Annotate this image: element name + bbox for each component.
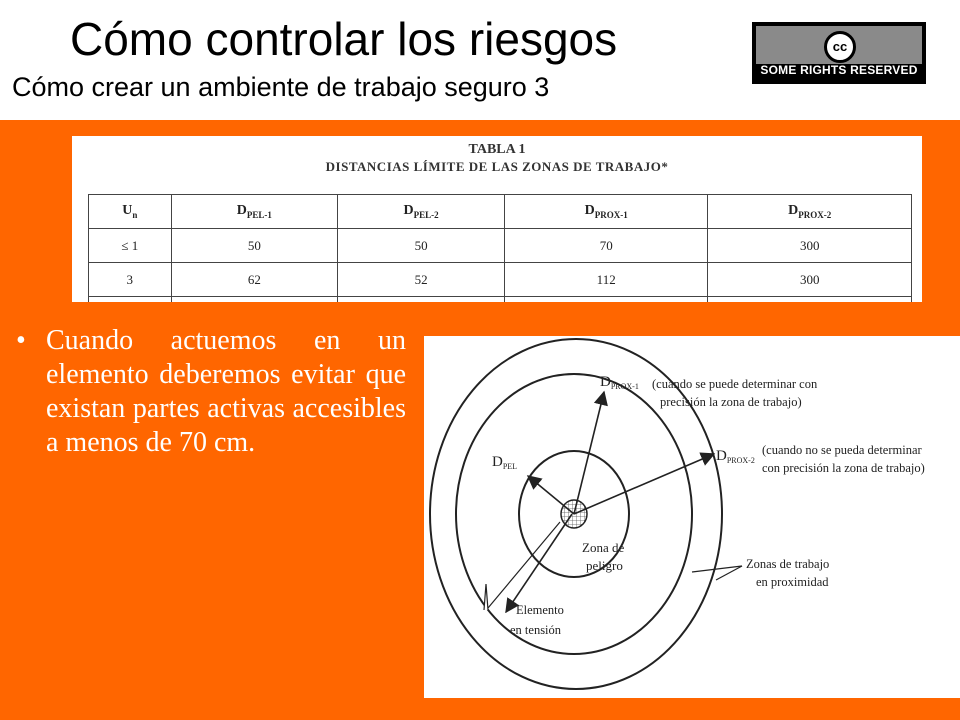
table-caption-title: DISTANCIAS LÍMITE DE LAS ZONAS DE TRABAJO*: [325, 159, 669, 174]
zona-peligro-label: Zona de: [582, 540, 625, 555]
dprox1-note-line2: precisión la zona de trabajo): [660, 395, 802, 409]
table-cell: 50: [171, 229, 338, 263]
header-un: $U_n$: [89, 195, 172, 229]
table-cell: 3: [89, 263, 172, 297]
table-cell: 50: [338, 229, 505, 263]
slide-title: Cómo controlar los riesgos: [70, 13, 618, 65]
bullet-text: Cuando actuemos en un elemento deberemos evitar que existan partes activas accesibles a menos de 70 cm.: [46, 325, 406, 458]
zona-peligro-label-2: peligro: [586, 558, 623, 573]
table-row: [89, 229, 912, 263]
table-row: [89, 263, 912, 297]
table-caption-number: TABLA 1: [468, 142, 526, 157]
slide-subtitle: Cómo crear un ambiente de trabajo seguro 3: [12, 72, 550, 102]
dprox1-label: $D_{PROX-1}$: [600, 374, 639, 391]
table-cell: 70: [504, 229, 708, 263]
zonas-trabajo-label-2: en proximidad: [756, 575, 829, 589]
table-cell: 300: [708, 263, 912, 297]
zona-peligro-pointer: [506, 514, 572, 612]
header-dpel2: $D_{PEL-2}$: [338, 195, 505, 229]
elemento-label-2: en tensión: [510, 623, 562, 637]
dprox2-label: $D_{PROX-2}$: [716, 448, 755, 465]
header-dpel1: $D_{PEL-1}$: [171, 195, 338, 229]
dprox2-note: (cuando no se pueda determinar: [762, 443, 922, 457]
dprox2-arrow: [574, 454, 714, 514]
table-cell: 52: [338, 263, 505, 297]
bullet-icon: •: [16, 325, 26, 356]
table-cell: 62: [171, 263, 338, 297]
zonas-trabajo-label: Zonas de trabajo: [746, 557, 830, 571]
distance-table: [88, 194, 912, 302]
elemento-leader: [488, 522, 560, 608]
work-zones-diagram: [424, 336, 960, 698]
table-row-partial: [89, 297, 912, 303]
dprox1-note: (cuando se puede determinar con: [652, 377, 818, 391]
cc-license-badge[interactable]: [752, 22, 926, 84]
dpel-label: $D_{PEL}$: [492, 454, 518, 471]
header-dprox1: $D_{PROX-1}$: [504, 195, 708, 229]
zones-diagram-svg: [424, 336, 960, 698]
distance-table-image: [72, 136, 922, 302]
dpel-arrow: [528, 476, 574, 514]
elemento-label: Elemento: [516, 603, 564, 617]
elemento-pointer: [484, 584, 488, 610]
header-dprox2: $D_{PROX-2}$: [708, 195, 912, 229]
creative-commons-icon: cc: [824, 31, 856, 63]
table-header-row: [89, 195, 912, 229]
table-cell: 112: [504, 263, 708, 297]
cc-badge-top: [756, 26, 922, 64]
dprox1-arrow: [574, 392, 604, 514]
table-cell: ≤ 1: [89, 229, 172, 263]
zonas-trabajo-pointer-1: [692, 566, 742, 572]
cc-badge-text: SOME RIGHTS RESERVED: [760, 63, 918, 77]
table-cell: 300: [708, 229, 912, 263]
dprox2-note-line2: con precisión la zona de trabajo): [762, 461, 925, 475]
